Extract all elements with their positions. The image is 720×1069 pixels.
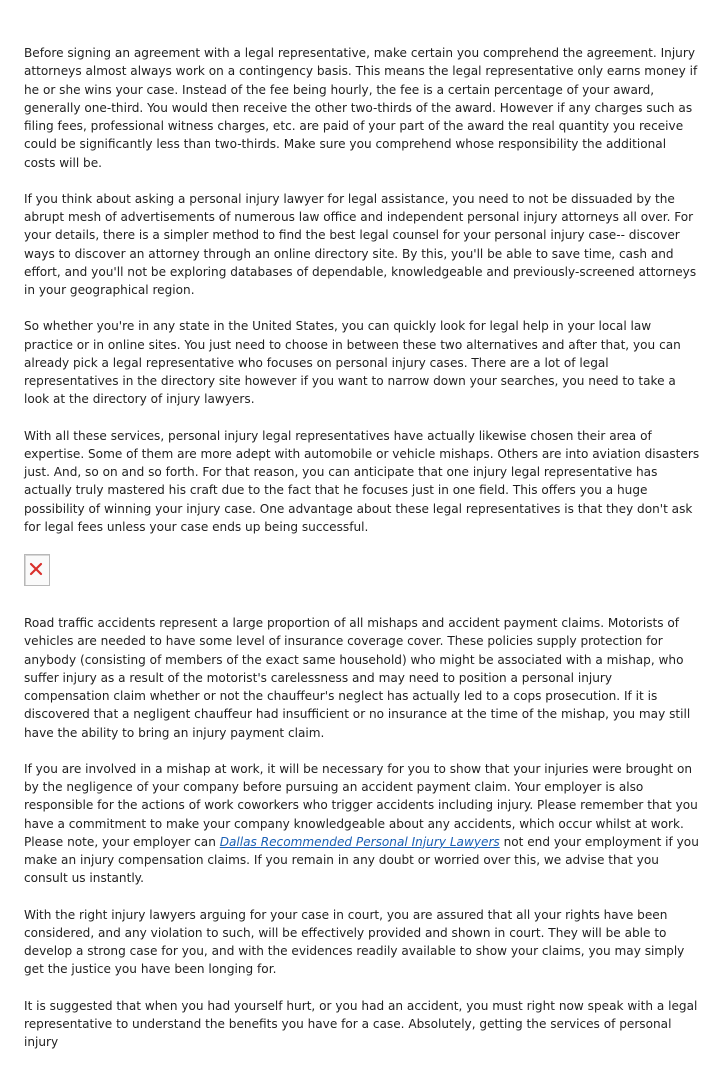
paragraph-6-text-after: not end your employment if you make an injury compensation claims. If you remain in any doubt or worried over this, we advise that you consult us instantly. (24, 834, 699, 886)
paragraph-2: If you think about asking a personal injury lawyer for legal assistance, you need to not be dissuaded by the abrupt mesh of advertisements of numerous law office and independent personal injury attorneys all over. For your details, there is a simpler method to find the best legal counsel for your personal injury case-- discover ways to discover an attorney through an online directory site. By this, you'll be able to save time, cash and effort, and you'll not be exploring databases of dependable, knowledgeable and previously-screened attorneys in your geographical region. (24, 191, 697, 297)
paragraph-6 (24, 760, 700, 888)
paragraph-7: With the right injury lawyers arguing for your case in court, you are assured that all your rights have been considered, and any violation to such, will be effectively provided and shown in court. They will be able to develop a strong case for you, and with the evidences readily available to show your claims, you may simply get the justice you have been longing for. (24, 907, 685, 977)
paragraph-5: Road traffic accidents represent a large proportion of all mishaps and accident payment claims. Motorists of vehicles are needed to have some level of insurance coverage cover. These policies supply protection for anybody (consisting of members of the exact same household) who might be associated with a mishap, who suffer injury as a result of the motorist's carelessness and may need to position a personal injury compensation claim whether or not the chauffeur's neglect has actually led to a cops prosecution. If it is discovered that a negligent chauffeur had insufficient or no insurance at the time of the mishap, you may still have the ability to bring an injury payment claim. (24, 616, 691, 740)
broken-image-placeholder (24, 554, 50, 586)
paragraph-4: With all these services, personal injury legal representatives have actually likewise chosen their area of expertise. Some of them are more adept with automobile or vehicle mishaps. Others are into aviation disasters just. And, so on and so forth. For that reason, you can anticipate that one injury legal representative has actually truly mastered his craft due to the fact that he focuses just in one field. This offers you a huge possibility of winning your injury case. One advantage about these legal representatives is that they don't ask for legal fees unless your case ends up being successful. (24, 428, 700, 534)
paragraph-6-text-before: If you are involved in a mishap at work, it will be necessary for you to show that your injuries were brought on by the negligence of your company before pursuing an accident payment claim. Your employer is also responsible for the actions of work coworkers who trigger accidents including injury. Please remember that you have a commitment to make your company knowledgeable about any accidents, which occur whilst at work. Please note, your employer can (24, 761, 698, 849)
paragraph-3: So whether you're in any state in the United States, you can quickly look for legal help in your local law practice or in online sites. You just need to choose in between these two alternatives and after that, you can already pick a legal representative who focuses on personal injury cases. There are a lot of legal representatives in the directory site however if you want to narrow down your searches, you need to take a look at the directory of injury lawyers. (24, 319, 681, 407)
broken-image-icon (29, 562, 43, 576)
article-body (24, 44, 700, 1069)
paragraph-8: It is suggested that when you had yourself hurt, or you had an accident, you must right now speak with a legal representative to understand the benefits you have for a case. Absolutely, getting the services of personal injury (24, 998, 698, 1049)
dallas-injury-lawyers-link[interactable]: Dallas Recommended Personal Injury Lawyers (219, 834, 500, 849)
paragraph-1: Before signing an agreement with a legal representative, make certain you comprehend the agreement. Injury attorneys almost always work on a contingency basis. This means the legal representative only earns money if he or she wins your case. Instead of the fee being hourly, the fee is a certain percentage of your award, generally one-third. You would then receive the other two-thirds of the award. However if any charges such as filing fees, professional witness charges, etc. are paid of your part of the award the real quantity you receive could be significantly less than two-thirds. Make sure you comprehend whose responsibility the additional costs will be. (24, 46, 698, 170)
